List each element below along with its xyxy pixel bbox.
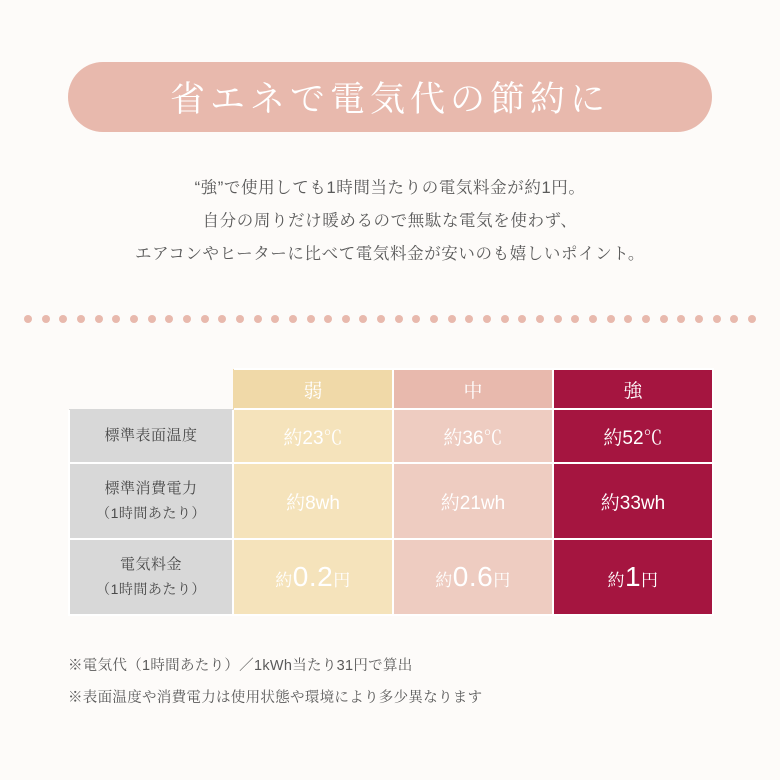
- cost-mid-unit: 円: [493, 571, 511, 590]
- cell-surface-temp-strong: 約52℃: [553, 409, 713, 463]
- lead-line-2: 自分の周りだけ暖めるので無駄な電気を使わず、: [202, 212, 578, 230]
- row-label-surface-temp: 標準表面温度: [69, 409, 233, 463]
- divider-dot: [377, 315, 385, 323]
- cell-cost-weak: [233, 539, 393, 615]
- cell-power-weak: 約8wh: [233, 463, 393, 539]
- title-banner: [68, 62, 712, 132]
- cell-power-strong: 約33wh: [553, 463, 713, 539]
- divider-dot: [271, 315, 279, 323]
- divider-dot: [695, 315, 703, 323]
- header-blank: [69, 369, 233, 409]
- page-title: 省エネで電気代の節約に: [169, 80, 610, 119]
- header-strong: 強: [553, 369, 713, 409]
- divider-dot: [289, 315, 297, 323]
- divider-dot: [112, 315, 120, 323]
- divider-dot: [236, 315, 244, 323]
- divider-dot: [624, 315, 632, 323]
- divider-dot: [713, 315, 721, 323]
- header-weak: 弱: [233, 369, 393, 409]
- cell-surface-temp-weak: 約23℃: [233, 409, 393, 463]
- table-row: [69, 539, 713, 615]
- divider-dot: [395, 315, 403, 323]
- divider-dot: [677, 315, 685, 323]
- cost-weak-unit: 円: [333, 571, 351, 590]
- cell-cost-mid: [393, 539, 553, 615]
- divider-dot: [24, 315, 32, 323]
- spec-table: [68, 368, 714, 616]
- lead-paragraph: [0, 172, 780, 271]
- cost-weak-number: 0.2: [292, 561, 334, 592]
- divider-dot: [183, 315, 191, 323]
- row-label-cost-line1: 電気料金: [119, 556, 182, 573]
- divider-dot: [430, 315, 438, 323]
- divider-dot: [536, 315, 544, 323]
- divider-dot: [660, 315, 668, 323]
- cell-cost-strong: [553, 539, 713, 615]
- divider-dot: [95, 315, 103, 323]
- lead-line-3: エアコンやヒーターに比べて電気料金が安いのも嬉しいポイント。: [134, 245, 646, 263]
- divider-dot: [130, 315, 138, 323]
- divider-dot: [165, 315, 173, 323]
- header-mid: 中: [393, 369, 553, 409]
- divider-dot: [465, 315, 473, 323]
- divider-dot: [148, 315, 156, 323]
- row-label-cost-line2: （1時間あたり）: [96, 581, 206, 597]
- cost-mid-prefix: 約: [435, 571, 453, 590]
- row-label-power-line2: （1時間あたり）: [96, 505, 206, 521]
- divider-dot: [748, 315, 756, 323]
- divider-dot: [324, 315, 332, 323]
- cost-mid-number: 0.6: [452, 561, 494, 592]
- footnote-2: ※表面温度や消費電力は使用状態や環境により多少異なります: [68, 690, 483, 706]
- divider-dot: [218, 315, 226, 323]
- divider-dot: [642, 315, 650, 323]
- cost-strong-unit: 円: [641, 571, 659, 590]
- divider-dot: [342, 315, 350, 323]
- row-label-power: [69, 463, 233, 539]
- table-header-row: [69, 369, 713, 409]
- divider-dot: [307, 315, 315, 323]
- spec-table-wrapper: [68, 368, 712, 616]
- divider-dot: [730, 315, 738, 323]
- row-label-power-line1: 標準消費電力: [104, 480, 198, 497]
- table-row: [69, 463, 713, 539]
- row-label-cost: [69, 539, 233, 615]
- divider-dot: [359, 315, 367, 323]
- dotted-divider: [24, 315, 756, 323]
- divider-dot: [448, 315, 456, 323]
- divider-dot: [607, 315, 615, 323]
- footnote-1: ※電気代（1時間あたり）／1kWh当たり31円で算出: [68, 658, 413, 674]
- table-row: [69, 409, 713, 463]
- divider-dot: [589, 315, 597, 323]
- divider-dot: [571, 315, 579, 323]
- cost-weak-prefix: 約: [275, 571, 293, 590]
- cell-surface-temp-mid: 約36℃: [393, 409, 553, 463]
- divider-dot: [554, 315, 562, 323]
- divider-dot: [483, 315, 491, 323]
- cell-power-mid: 約21wh: [393, 463, 553, 539]
- divider-dot: [254, 315, 262, 323]
- divider-dot: [412, 315, 420, 323]
- divider-dot: [501, 315, 509, 323]
- footnotes: [68, 650, 728, 714]
- divider-dot: [518, 315, 526, 323]
- cost-strong-number: 1: [624, 561, 642, 592]
- divider-dot: [201, 315, 209, 323]
- divider-dot: [77, 315, 85, 323]
- divider-dot: [59, 315, 67, 323]
- divider-dot: [42, 315, 50, 323]
- cost-strong-prefix: 約: [607, 571, 625, 590]
- lead-line-1: “強”で使用しても1時間当たりの電気料金が約1円。: [194, 179, 586, 197]
